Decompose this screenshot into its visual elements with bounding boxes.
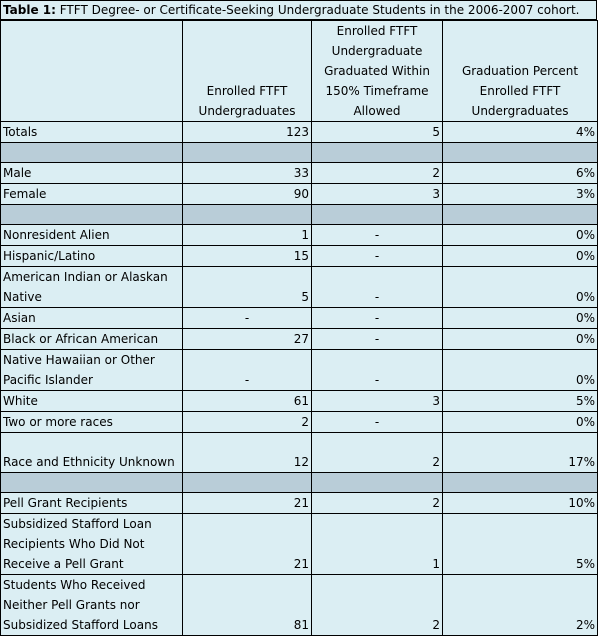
separator-row bbox=[1, 473, 598, 493]
table-row bbox=[1, 514, 598, 575]
cell-percent: 5% bbox=[443, 391, 598, 412]
cell-enrolled: 61 bbox=[183, 391, 312, 412]
table-row bbox=[1, 391, 598, 412]
cell-graduated: 5 bbox=[312, 122, 443, 143]
cell-graduated: 3 bbox=[312, 184, 443, 205]
cell-enrolled: 21 bbox=[183, 493, 312, 514]
row-label: Native Hawaiian or Other Pacific Islander bbox=[1, 350, 183, 391]
cell-enrolled: 2 bbox=[183, 412, 312, 433]
cell-graduated: 2 bbox=[312, 493, 443, 514]
cell-percent: 3% bbox=[443, 184, 598, 205]
row-label: Subsidized Stafford Loan Recipients Who Did Not Receive a Pell Grant bbox=[1, 514, 183, 575]
row-label: Race and Ethnicity Unknown bbox=[1, 433, 183, 473]
cell-graduated: 2 bbox=[312, 575, 443, 636]
cell-percent: 6% bbox=[443, 163, 598, 184]
cell-graduated: - bbox=[312, 412, 443, 433]
separator-row bbox=[1, 143, 598, 163]
table-row bbox=[1, 493, 598, 514]
cell-graduated: 2 bbox=[312, 433, 443, 473]
cell-percent: 0% bbox=[443, 246, 598, 267]
cell-percent: 0% bbox=[443, 329, 598, 350]
cell-percent: 0% bbox=[443, 350, 598, 391]
cell-enrolled: 123 bbox=[183, 122, 312, 143]
table-row bbox=[1, 575, 598, 636]
table-row bbox=[1, 184, 598, 205]
row-label: Black or African American bbox=[1, 329, 183, 350]
row-label: Totals bbox=[1, 122, 183, 143]
cell-enrolled: 21 bbox=[183, 514, 312, 575]
cell-graduated: - bbox=[312, 246, 443, 267]
cell-percent: 4% bbox=[443, 122, 598, 143]
row-label: Nonresident Alien bbox=[1, 225, 183, 246]
cell-graduated: - bbox=[312, 308, 443, 329]
table-caption-label: Table 1: bbox=[3, 3, 56, 17]
cell-enrolled: 81 bbox=[183, 575, 312, 636]
cell-enrolled: - bbox=[183, 350, 312, 391]
cell-enrolled: 90 bbox=[183, 184, 312, 205]
cell-graduated: 1 bbox=[312, 514, 443, 575]
table-row bbox=[1, 225, 598, 246]
cell-graduated: - bbox=[312, 329, 443, 350]
cell-percent: 0% bbox=[443, 267, 598, 308]
cell-percent: 0% bbox=[443, 308, 598, 329]
row-label: Asian bbox=[1, 308, 183, 329]
cell-percent: 2% bbox=[443, 575, 598, 636]
cell-enrolled: 1 bbox=[183, 225, 312, 246]
table-row bbox=[1, 246, 598, 267]
cell-enrolled: 5 bbox=[183, 267, 312, 308]
header-row bbox=[1, 21, 598, 122]
cell-graduated: - bbox=[312, 225, 443, 246]
header-graduated: Enrolled FTFT Undergraduate Graduated Within 150% Timeframe Allowed bbox=[312, 21, 443, 122]
table-row bbox=[1, 267, 598, 308]
row-label: Hispanic/Latino bbox=[1, 246, 183, 267]
table-row bbox=[1, 412, 598, 433]
cell-graduated: 3 bbox=[312, 391, 443, 412]
table-caption bbox=[0, 0, 597, 20]
cell-percent: 0% bbox=[443, 225, 598, 246]
cohort-table bbox=[0, 20, 598, 636]
table-row bbox=[1, 163, 598, 184]
cell-percent: 0% bbox=[443, 412, 598, 433]
table-row bbox=[1, 308, 598, 329]
cell-enrolled: 12 bbox=[183, 433, 312, 473]
row-label: American Indian or Alaskan Native bbox=[1, 267, 183, 308]
cell-percent: 10% bbox=[443, 493, 598, 514]
cell-percent: 5% bbox=[443, 514, 598, 575]
cell-graduated: - bbox=[312, 267, 443, 308]
row-label: Pell Grant Recipients bbox=[1, 493, 183, 514]
header-enrolled: Enrolled FTFT Undergraduates bbox=[183, 21, 312, 122]
cell-graduated: 2 bbox=[312, 163, 443, 184]
cell-graduated: - bbox=[312, 350, 443, 391]
cell-enrolled: 33 bbox=[183, 163, 312, 184]
table-row bbox=[1, 350, 598, 391]
row-label: White bbox=[1, 391, 183, 412]
table-row bbox=[1, 122, 598, 143]
separator-row bbox=[1, 205, 598, 225]
table-row bbox=[1, 433, 598, 473]
cell-enrolled: 27 bbox=[183, 329, 312, 350]
row-label: Male bbox=[1, 163, 183, 184]
header-category bbox=[1, 21, 183, 122]
row-label: Students Who Received Neither Pell Grants nor Subsidized Stafford Loans bbox=[1, 575, 183, 636]
table-caption-text: FTFT Degree- or Certificate-Seeking Undergraduate Students in the 2006-2007 cohort. bbox=[59, 3, 580, 17]
row-label: Two or more races bbox=[1, 412, 183, 433]
cell-enrolled: 15 bbox=[183, 246, 312, 267]
cell-enrolled: - bbox=[183, 308, 312, 329]
cell-percent: 17% bbox=[443, 433, 598, 473]
table-row bbox=[1, 329, 598, 350]
row-label: Female bbox=[1, 184, 183, 205]
header-percent: Graduation Percent Enrolled FTFT Undergraduates bbox=[443, 21, 598, 122]
